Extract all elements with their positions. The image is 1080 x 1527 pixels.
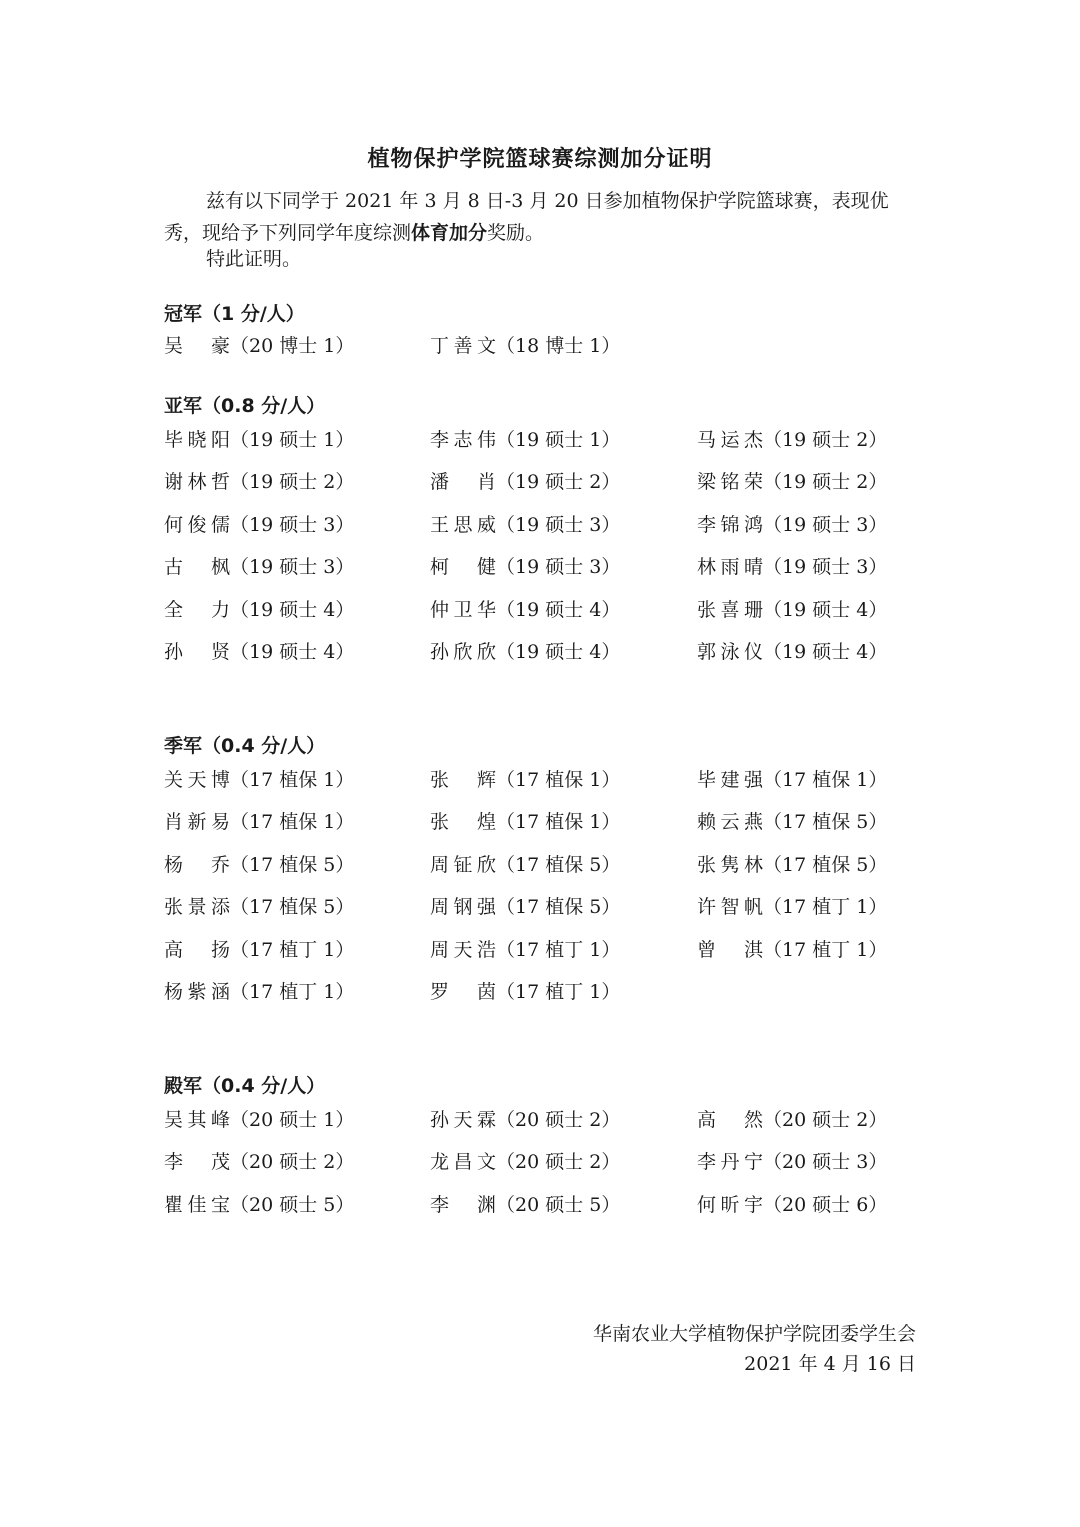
list-item [164, 330, 354, 362]
student-name: 张隽林 [697, 853, 763, 876]
student-class: （17 植保 1） [496, 811, 621, 834]
student-name: 周钲欣 [430, 853, 496, 876]
student-class: （19 硕士 3） [230, 513, 355, 536]
list-item [697, 891, 887, 923]
student-class: （17 植保 5） [763, 853, 888, 876]
list-item [164, 891, 354, 923]
student-name: 梁铭荣 [697, 471, 763, 494]
student-name: 张景添 [164, 896, 230, 919]
student-name: 李锦鸿 [697, 513, 763, 536]
student-class: （20 硕士 2） [763, 1109, 888, 1131]
student-name: 孙天霖 [430, 1109, 496, 1131]
student-class: （17 植保 1） [763, 769, 888, 791]
list-item [697, 466, 887, 498]
student-class: （17 植保 5） [496, 896, 621, 919]
student-class: （17 植丁 1） [763, 896, 888, 919]
student-name: 柯 健 [430, 556, 496, 579]
list-item [697, 934, 887, 966]
student-class: （17 植保 5） [230, 896, 355, 919]
signature-org: 华南农业大学植物保护学院团委学生会 [592, 1323, 916, 1345]
list-item [164, 551, 354, 583]
student-name: 罗 茵 [430, 980, 496, 1003]
entry-row [164, 849, 924, 891]
list-item [164, 594, 354, 626]
student-name: 龙昌文 [430, 1151, 496, 1174]
list-item [697, 636, 887, 668]
student-name: 吴 豪 [164, 335, 230, 357]
student-class: （19 硕士 2） [230, 471, 355, 494]
student-class: （20 硕士 6） [763, 1193, 888, 1216]
student-name: 李志伟 [430, 429, 496, 451]
list-item [164, 806, 354, 838]
student-name: 李 渊 [430, 1193, 496, 1216]
entry-row [164, 551, 924, 593]
student-class: （19 硕士 4） [230, 598, 355, 621]
section-fourth-place [164, 1070, 924, 1229]
student-class: （19 硕士 2） [763, 429, 888, 451]
intro-paragraph [164, 185, 924, 249]
entry-list [164, 424, 924, 678]
student-name: 张 煌 [430, 811, 496, 834]
list-item [697, 509, 887, 541]
list-item [430, 934, 620, 966]
student-name: 高 然 [697, 1109, 763, 1131]
student-name: 高 扬 [164, 938, 230, 961]
student-name: 孙 贤 [164, 640, 230, 663]
entry-row [164, 891, 924, 933]
list-item [430, 764, 620, 796]
list-item [430, 806, 620, 838]
list-item [430, 1104, 620, 1136]
student-class: （20 硕士 5） [230, 1193, 355, 1216]
student-name: 何昕宇 [697, 1193, 763, 1216]
student-name: 毕建强 [697, 769, 763, 791]
entry-row [164, 636, 924, 678]
list-item [430, 1146, 620, 1178]
list-item [697, 849, 887, 881]
student-class: （17 植保 5） [230, 853, 355, 876]
student-class: （17 植保 5） [763, 811, 888, 834]
student-class: （19 硕士 3） [763, 556, 888, 579]
list-item [430, 891, 620, 923]
student-class: （19 硕士 3） [763, 513, 888, 536]
student-class: （19 硕士 4） [496, 640, 621, 663]
section-title: 冠军（1 分/人） [164, 303, 305, 325]
student-name: 李丹宁 [697, 1151, 763, 1174]
list-item [164, 1104, 354, 1136]
student-name: 古 枫 [164, 556, 230, 579]
student-class: （20 硕士 2） [496, 1109, 621, 1131]
student-name: 谢林哲 [164, 471, 230, 494]
list-item [697, 806, 887, 838]
student-name: 郭泳仪 [697, 640, 763, 663]
student-class: （17 植保 1） [496, 769, 621, 791]
list-item [164, 1146, 354, 1178]
list-item [164, 934, 354, 966]
entry-row [164, 424, 924, 466]
intro-text-end: 奖励。 [487, 222, 545, 244]
student-name: 张喜珊 [697, 598, 763, 621]
student-class: （17 植丁 1） [763, 938, 888, 961]
student-class: （17 植保 5） [496, 853, 621, 876]
student-class: （17 植丁 1） [230, 980, 355, 1003]
student-name: 杨 乔 [164, 853, 230, 876]
student-name: 赖云燕 [697, 811, 763, 834]
student-name: 孙欣欣 [430, 640, 496, 663]
list-item [697, 424, 887, 456]
list-item [430, 976, 620, 1008]
student-class: （17 植丁 1） [496, 980, 621, 1003]
intro-bold-text: 体育加分 [411, 222, 488, 244]
student-name: 许智帆 [697, 896, 763, 919]
student-class: （19 硕士 1） [230, 429, 355, 451]
entry-list [164, 1104, 924, 1231]
list-item [430, 849, 620, 881]
student-name: 杨紫涵 [164, 980, 230, 1003]
student-class: （20 硕士 1） [230, 1109, 355, 1131]
list-item [164, 636, 354, 668]
student-class: （17 植丁 1） [230, 938, 355, 961]
list-item [164, 976, 354, 1008]
list-item [164, 764, 354, 796]
student-name: 何俊儒 [164, 513, 230, 536]
list-item [430, 594, 620, 626]
entry-row [164, 806, 924, 848]
section-third-place [164, 730, 924, 1016]
list-item [164, 849, 354, 881]
section-title: 季军（0.4 分/人） [164, 735, 326, 757]
student-class: （20 博士 1） [230, 335, 355, 357]
student-name: 毕晓阳 [164, 429, 230, 451]
student-class: （17 植保 1） [230, 769, 355, 791]
list-item [697, 1189, 887, 1221]
entry-row [164, 1189, 924, 1231]
list-item [164, 424, 354, 456]
list-item [430, 330, 620, 362]
section-runner-up [164, 390, 924, 676]
student-name: 曾 淇 [697, 938, 763, 961]
document-title: 植物保护学院篮球赛综测加分证明 [367, 147, 713, 172]
student-name: 丁善文 [430, 335, 496, 357]
student-class: （19 硕士 3） [230, 556, 355, 579]
student-class: （20 硕士 5） [496, 1193, 621, 1216]
entry-row [164, 764, 924, 806]
intro-text: 兹有以下同学于 2021 年 3 月 8 日-3 月 20 日参加植物保护学院篮球赛，表现优秀，现给予下列同学年度综测 [164, 190, 889, 244]
student-name: 马运杰 [697, 429, 763, 451]
list-item [697, 594, 887, 626]
list-item [430, 1189, 620, 1221]
student-class: （19 硕士 3） [496, 513, 621, 536]
entry-list [164, 330, 924, 372]
student-name: 肖新易 [164, 811, 230, 834]
list-item [430, 551, 620, 583]
section-title: 亚军（0.8 分/人） [164, 395, 326, 417]
certify-line: 特此证明。 [206, 248, 302, 270]
student-name: 关天博 [164, 769, 230, 791]
student-class: （19 硕士 4） [230, 640, 355, 663]
student-class: （19 硕士 4） [763, 598, 888, 621]
student-name: 仲卫华 [430, 598, 496, 621]
list-item [697, 1104, 887, 1136]
entry-row [164, 594, 924, 636]
student-name: 周天浩 [430, 938, 496, 961]
student-name: 李 茂 [164, 1151, 230, 1174]
student-class: （17 植保 1） [230, 811, 355, 834]
list-item [430, 636, 620, 668]
student-class: （20 硕士 2） [230, 1151, 355, 1174]
section-champion [164, 298, 924, 372]
student-class: （19 硕士 4） [496, 598, 621, 621]
signature-date: 2021 年 4 月 16 日 [744, 1353, 916, 1375]
student-name: 王思威 [430, 513, 496, 536]
list-item [697, 1146, 887, 1178]
entry-list [164, 764, 924, 1018]
entry-row [164, 976, 924, 1018]
list-item [164, 1189, 354, 1221]
entry-row [164, 466, 924, 508]
student-class: （20 硕士 2） [496, 1151, 621, 1174]
student-class: （19 硕士 3） [496, 556, 621, 579]
student-class: （19 硕士 4） [763, 640, 888, 663]
student-class: （17 植丁 1） [496, 938, 621, 961]
entry-row [164, 1104, 924, 1146]
list-item [697, 551, 887, 583]
section-title: 殿军（0.4 分/人） [164, 1075, 326, 1097]
list-item [164, 509, 354, 541]
list-item [430, 424, 620, 456]
list-item [164, 466, 354, 498]
student-class: （19 硕士 2） [763, 471, 888, 494]
student-name: 瞿佳宝 [164, 1193, 230, 1216]
list-item [430, 466, 620, 498]
student-name: 全 力 [164, 598, 230, 621]
student-name: 周钢强 [430, 896, 496, 919]
entry-row [164, 509, 924, 551]
list-item [430, 509, 620, 541]
list-item [697, 764, 887, 796]
student-class: （18 博士 1） [496, 335, 621, 357]
entry-row [164, 934, 924, 976]
entry-row [164, 330, 924, 372]
student-name: 吴其峰 [164, 1109, 230, 1131]
student-name: 林雨晴 [697, 556, 763, 579]
student-class: （19 硕士 2） [496, 471, 621, 494]
student-name: 潘 肖 [430, 471, 496, 494]
entry-row [164, 1146, 924, 1188]
student-class: （20 硕士 3） [763, 1151, 888, 1174]
student-name: 张 辉 [430, 769, 496, 791]
student-class: （19 硕士 1） [496, 429, 621, 451]
